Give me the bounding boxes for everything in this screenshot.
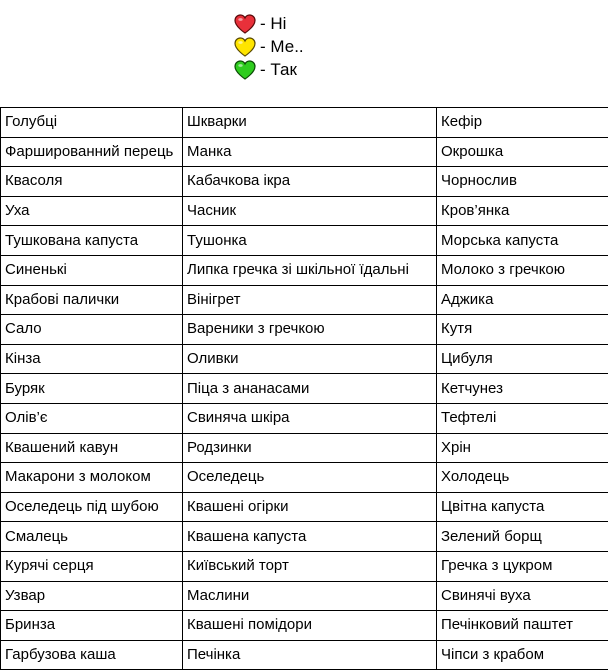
table-cell: Чіпси з крабом <box>437 640 608 670</box>
table-cell: Піца з ананасами <box>183 374 437 404</box>
table-cell: Цибуля <box>437 344 608 374</box>
table-row <box>1 374 608 404</box>
table-cell: Холодець <box>437 463 608 493</box>
table-cell: Морська капуста <box>437 226 608 256</box>
table-row <box>1 522 608 552</box>
table-cell: Олів’є <box>1 403 183 433</box>
table-cell: Буряк <box>1 374 183 404</box>
table-cell: Квашені помідори <box>183 611 437 641</box>
legend-item-yes <box>234 58 434 81</box>
yellow-heart-icon <box>234 37 256 57</box>
legend-label-yes: - Так <box>260 60 297 79</box>
table-row <box>1 640 608 670</box>
table-cell: Печінка <box>183 640 437 670</box>
table-cell: Голубці <box>1 108 183 138</box>
table-cell: Свинячі вуха <box>437 581 608 611</box>
legend-label-meh: - Ме.. <box>260 37 304 56</box>
table-row <box>1 433 608 463</box>
food-table <box>0 107 608 670</box>
table-cell: Кутя <box>437 315 608 345</box>
table-cell: Оливки <box>183 344 437 374</box>
table-cell: Оселедець <box>183 463 437 493</box>
table-cell: Квашені огірки <box>183 492 437 522</box>
table-row <box>1 226 608 256</box>
table-row <box>1 255 608 285</box>
table-row <box>1 196 608 226</box>
table-cell: Родзинки <box>183 433 437 463</box>
table-cell: Сало <box>1 315 183 345</box>
table-row <box>1 611 608 641</box>
legend-item-no <box>234 12 434 35</box>
table-cell: Уха <box>1 196 183 226</box>
table-cell: Кров’янка <box>437 196 608 226</box>
table-cell: Хрін <box>437 433 608 463</box>
table-cell: Часник <box>183 196 437 226</box>
table-row <box>1 108 608 138</box>
table-cell: Оселедець під шубою <box>1 492 183 522</box>
table-cell: Аджика <box>437 285 608 315</box>
table-row <box>1 403 608 433</box>
legend <box>234 12 434 81</box>
table-cell: Узвар <box>1 581 183 611</box>
table-cell: Вінігрет <box>183 285 437 315</box>
table-cell: Цвітна капуста <box>437 492 608 522</box>
table-cell: Печінковий паштет <box>437 611 608 641</box>
table-cell: Кетчунез <box>437 374 608 404</box>
table-cell: Гречка з цукром <box>437 551 608 581</box>
legend-label-no: - Ні <box>260 14 287 33</box>
table-row <box>1 551 608 581</box>
table-cell: Крабові палички <box>1 285 183 315</box>
table-cell: Молоко з гречкою <box>437 255 608 285</box>
table-cell: Зелений борщ <box>437 522 608 552</box>
table-cell: Київський торт <box>183 551 437 581</box>
legend-item-meh <box>234 35 434 58</box>
table-cell: Бринза <box>1 611 183 641</box>
table-row <box>1 137 608 167</box>
table-cell: Тефтелі <box>437 403 608 433</box>
table-cell: Тушкована капуста <box>1 226 183 256</box>
table-cell: Маслини <box>183 581 437 611</box>
table-row <box>1 581 608 611</box>
table-cell: Квашений кавун <box>1 433 183 463</box>
table-cell: Вареники з гречкою <box>183 315 437 345</box>
table-cell: Фаршированний перець <box>1 137 183 167</box>
table-row <box>1 167 608 197</box>
table-cell: Кефір <box>437 108 608 138</box>
red-heart-icon <box>234 14 256 34</box>
table-cell: Гарбузова каша <box>1 640 183 670</box>
table-cell: Липка гречка зі шкільної їдальні <box>183 255 437 285</box>
table-cell: Свиняча шкіра <box>183 403 437 433</box>
table-row <box>1 463 608 493</box>
table-cell: Курячі серця <box>1 551 183 581</box>
table-cell: Тушонка <box>183 226 437 256</box>
green-heart-icon <box>234 60 256 80</box>
table-cell: Кінза <box>1 344 183 374</box>
table-cell: Кабачкова ікра <box>183 167 437 197</box>
table-cell: Квашена капуста <box>183 522 437 552</box>
table-row <box>1 492 608 522</box>
table-cell: Квасоля <box>1 167 183 197</box>
table-cell: Окрошка <box>437 137 608 167</box>
table-row <box>1 344 608 374</box>
table-cell: Синенькі <box>1 255 183 285</box>
table-row <box>1 285 608 315</box>
table-cell: Смалець <box>1 522 183 552</box>
table-cell: Шкварки <box>183 108 437 138</box>
table-cell: Макарони з молоком <box>1 463 183 493</box>
table-cell: Чорнослив <box>437 167 608 197</box>
table-row <box>1 315 608 345</box>
table-cell: Манка <box>183 137 437 167</box>
